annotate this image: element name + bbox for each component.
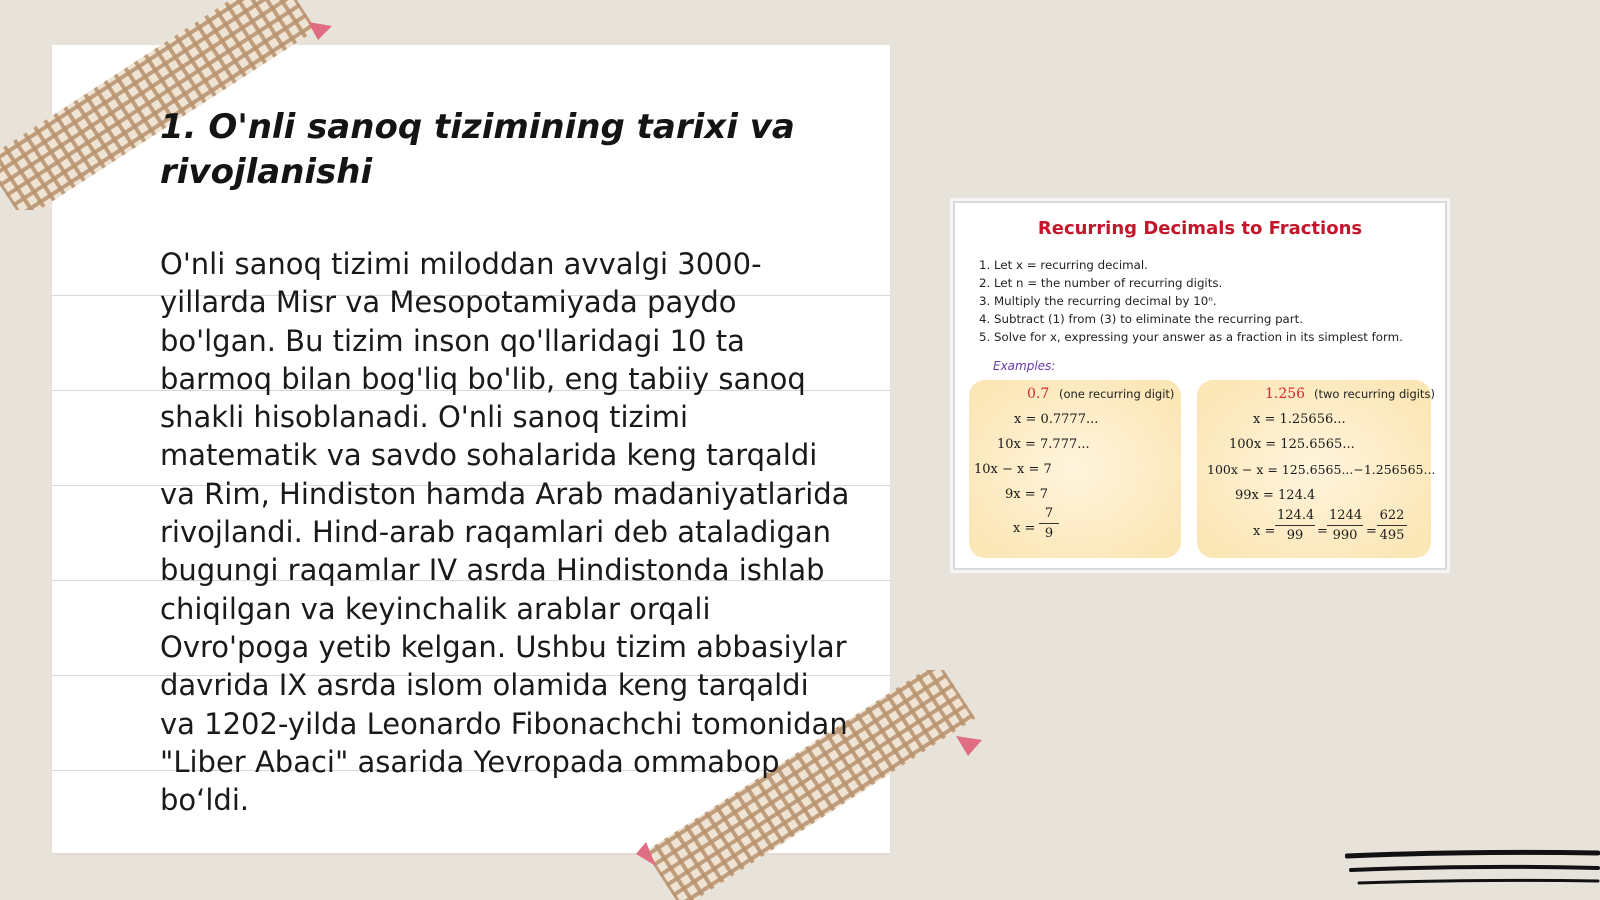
fraction-numerator: 622: [1377, 508, 1407, 526]
example-two-decimal: 1.2̇56̇: [1265, 386, 1306, 402]
steps-list: [979, 256, 1403, 346]
step-item: 1. Let x = recurring decimal.: [979, 258, 1148, 272]
fraction-numerator: 124.4: [1275, 508, 1315, 526]
example-two-box: [1197, 380, 1436, 558]
fraction: [1377, 508, 1407, 543]
fraction: [1039, 506, 1059, 541]
equation-line: x = 1.25656...: [1253, 412, 1346, 427]
figure-title: Recurring Decimals to Fractions: [1037, 218, 1363, 239]
fraction-denominator: 990: [1332, 528, 1358, 543]
fraction-denominator: 99: [1286, 528, 1304, 543]
equals-sign: =: [1366, 524, 1377, 539]
decorative-brush-lines: [1345, 848, 1600, 892]
slide-title: 1. O'nli sanoq tizimining tarixi va rivojlanishi: [160, 107, 795, 192]
equation-line: 10x = 7.777...: [997, 437, 1090, 452]
equation-line: x = 0.7777...: [1014, 412, 1099, 427]
equation-line: 10x − x = 7: [974, 462, 1052, 477]
fraction-numerator: 7: [1039, 506, 1059, 524]
example-one-decimal: 0.7̇: [1027, 386, 1050, 402]
step-item: 5. Solve for x, expressing your answer as a fraction in its simplest form.: [979, 330, 1403, 344]
example-one-note: (one recurring digit): [1059, 387, 1175, 401]
equals-sign: =: [1317, 524, 1328, 539]
fraction: [1327, 508, 1363, 543]
example-one-box: [969, 380, 1181, 558]
fraction: [1275, 508, 1315, 543]
equation-final-lhs: x =: [1013, 521, 1036, 536]
equation-line: 99x = 124.4: [1235, 488, 1316, 503]
example-two-note: (two recurring digits): [1314, 387, 1435, 401]
step-item: 2. Let n = the number of recurring digits.: [979, 276, 1223, 290]
step-item: 3. Multiply the recurring decimal by 10ⁿ.: [979, 294, 1217, 308]
recurring-decimals-figure: [953, 201, 1447, 570]
fraction-denominator: 495: [1379, 528, 1405, 543]
slide-body-text: O'nli sanoq tizimi miloddan avvalgi 3000-yillarda Misr va Mesopotamiyada paydo bo'lgan. Bu tizim inson qo'llaridagi 10 ta barmoq bilan bog'liq bo'lib, eng tabiiy sanoq shakli hisoblanadi. O'nli sanoq tizimi matematik va savdo sohalarida keng tarqaldi va Rim, Hindiston hamda Arab madaniyatlarida rivojlandi. Hind-arab raqamlari deb ataladigan bugungi raqamlar IV asrda Hindistonda ishlab chiqilgan va keyinchalik arablar orqali Ovro'poga yetib kelgan. Ushbu tizim abbasiylar davrida IX asrda islom olamida keng tarqaldi va 1202-yilda Leonardo Fibonachchi tomonidan "Liber Abaci" asarida Yevropada ommabop bo‘ldi.: [160, 247, 850, 818]
equation-line: 100x − x = 125.6565...−1.256565...: [1207, 462, 1436, 477]
equation-line: 100x = 125.6565...: [1229, 437, 1355, 452]
equation-final-lhs: x =: [1253, 524, 1276, 539]
fraction-numerator: 1244: [1327, 508, 1363, 526]
equation-line: 9x = 7: [1005, 487, 1049, 502]
examples-label: Examples:: [993, 359, 1056, 373]
fraction-denominator: 9: [1044, 526, 1054, 541]
step-item: 4. Subtract (1) from (3) to eliminate the recurring part.: [979, 312, 1304, 326]
